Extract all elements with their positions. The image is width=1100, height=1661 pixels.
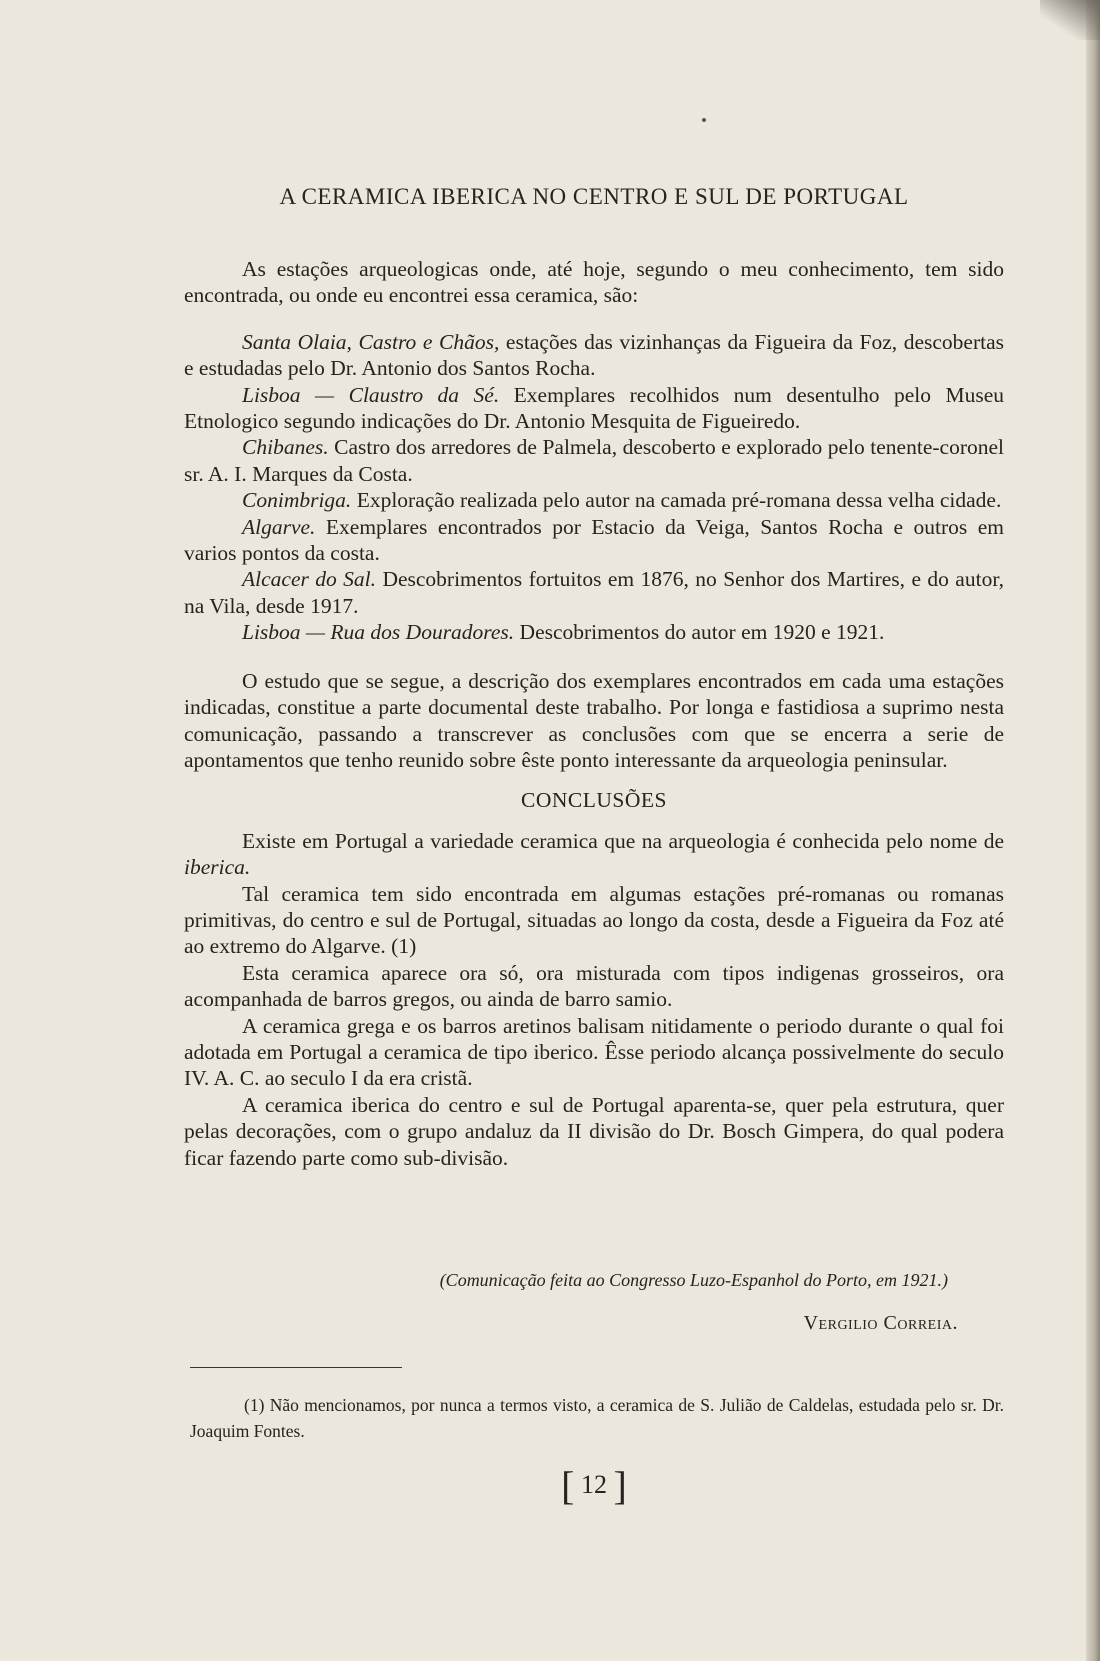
station-entry [184,487,1004,513]
station-description: Exploração realizada pelo autor na camada pré-romana dessa velha cidade. [351,488,1002,513]
station-entry [184,382,1004,435]
conclusion-paragraph: A ceramica iberica do centro e sul de Portugal aparenta-se, quer pela estrutura, quer pelas decorações, com o grupo andaluz da II divisão do Dr. Bosch Gimpera, do qual podera ficar fazendo parte como sub-divisão. [184,1092,1004,1170]
station-name: Santa Olaia, Castro e Chãos, [242,329,500,354]
communication-note [184,1270,1004,1291]
page-number-close-bracket: ] [613,1463,627,1508]
conclusion-paragraph [184,828,1004,881]
station-entry [184,566,1004,619]
station-entry [184,329,1004,382]
station-name: Algarve. [242,514,316,539]
station-description: estações das vizinhanças da Figueira da Foz, descobertas e estudadas pelo Dr. Antonio dos Santos Rocha. [184,329,1004,381]
station-name: Chibanes. [242,435,329,460]
station-name: Lisboa — Rua dos Douradores. [242,620,515,645]
station-name: Alcacer do Sal. [242,567,377,592]
intro-paragraph: As estações arqueologicas onde, até hoje, segundo o meu conhecimento, tem sido encontrada, ou onde eu encontrei essa ceramica, são: [184,257,1004,308]
conclusions-heading: CONCLUSÕES [521,788,667,813]
station-name: Lisboa — Claustro da Sé. [242,382,500,407]
station-description: Exemplares recolhidos num desentulho pelo Museu Etnologico segundo indicações do Dr. Antonio Mesquita de Figueiredo. [184,382,1004,434]
study-paragraph: O estudo que se segue, a descrição dos exemplares encontrados em cada uma estações indicadas, constitue a parte documental deste trabalho. Por longa e fastidiosa a suprimo nesta comunicação, passando a transcrever as conclusões com que se encerra a serie de apontamentos que tenho reunido sobre êste ponto interessante da arqueologia peninsular. [184,668,1004,772]
page-number-open-bracket: [ [561,1463,575,1508]
footnote-text: (1) Não mencionamos, por nunca a termos visto, a ceramica de S. Julião de Caldelas, estudada pelo sr. Dr. Joaquim Fontes. [190,1395,1004,1441]
conclusion-paragraph: A ceramica grega e os barros aretinos balisam nitidamente o periodo durante o qual foi adotada em Portugal a ceramica de tipo iberico. Êsse periodo alcança possivelmente do seculo IV. A. C. ao seculo I da era cristã. [184,1013,1004,1091]
page-edge-shadow [1086,0,1100,1661]
footnote [190,1392,1004,1444]
footnote-divider [190,1367,402,1368]
article-body [184,256,1004,1171]
ink-speck [702,118,706,122]
author-signature [184,1312,958,1335]
article-title: A CERAMICA IBERICA NO CENTRO E SUL DE PORTUGAL [279,184,909,209]
station-entry [184,514,1004,567]
station-description: Descobrimentos fortuitos em 1876, no Senhor dos Martires, e do autor, na Vila, desde 1917. [184,567,1005,618]
page-corner-shadow [1040,0,1100,40]
station-description: Castro dos arredores de Palmela, descoberto e explorado pelo tenente-coronel sr. A. I. Marques da Costa. [184,435,1004,486]
stations-list [184,329,1004,646]
station-entry [184,619,1004,645]
station-name: Conimbriga. [242,488,352,513]
conclusion-italic: iberica. [184,855,251,880]
spacer [184,646,1004,668]
author-name: Vergilio Correia. [803,1312,958,1334]
page-number [184,1462,1004,1509]
conclusion-paragraph: Esta ceramica aparece ora só, ora misturada com tipos indigenas grosseiros, ora acompanhada de barros gregos, ou ainda de barro samio. [184,960,1004,1012]
station-description: Descobrimentos do autor em 1920 e 1921. [514,620,885,645]
station-description: Exemplares encontrados por Estacio da Veiga, Santos Rocha e outros em varios pontos da costa. [184,514,1004,566]
communication-note-text: (Comunicação feita ao Congresso Luzo-Espanhol do Porto, em 1921.) [439,1270,948,1290]
station-entry [184,434,1004,487]
page-number-value: 12 [581,1470,607,1499]
conclusion-paragraph: Tal ceramica tem sido encontrada em algumas estações pré-romanas ou romanas primitivas, do centro e sul de Portugal, situadas ao longo da costa, desde a Figueira da Foz até ao extremo do Algarve. (1) [184,881,1004,959]
conclusion-text: Existe em Portugal a variedade ceramica que na arqueologia é conhecida pelo nome de [242,828,1004,853]
